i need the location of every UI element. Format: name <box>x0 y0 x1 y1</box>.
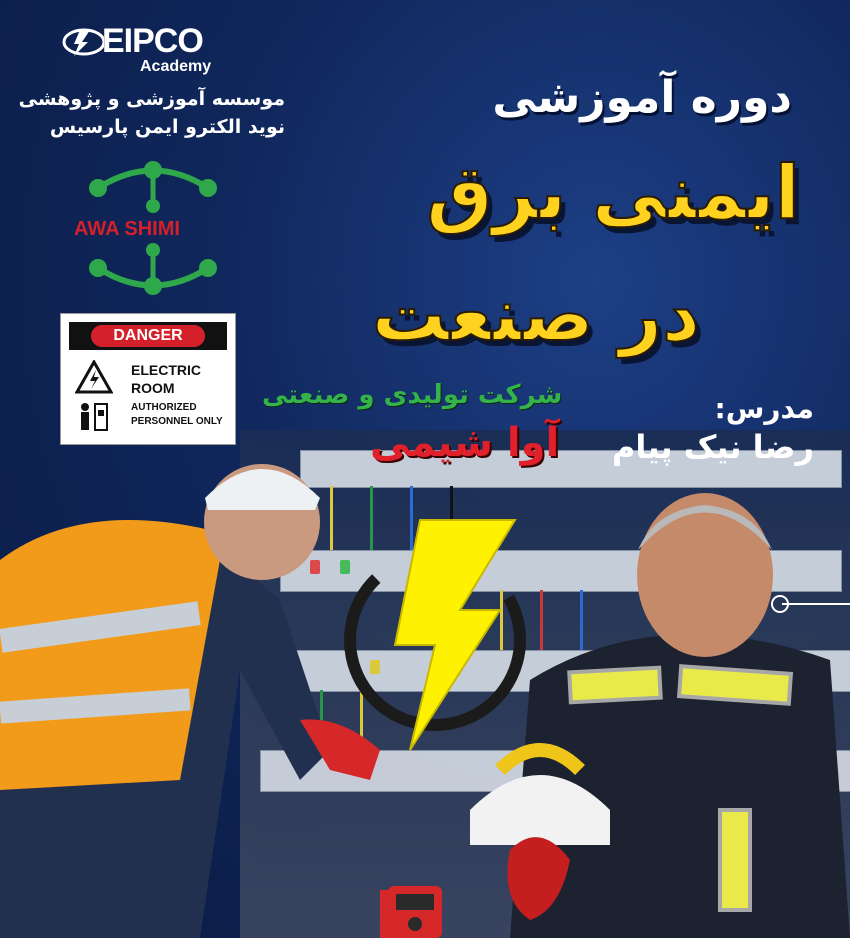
awa-shimi-logo <box>68 158 238 298</box>
title-line-2: در صنعت <box>371 272 700 358</box>
lightning-person-icon <box>62 26 104 58</box>
instructor-name: رضا نیک پیام <box>611 428 814 466</box>
course-heading: دوره آموزشی <box>492 72 792 123</box>
clamp-meter-icon <box>380 880 450 938</box>
company-line-1: شرکت تولیدی و صنعتی <box>262 380 563 410</box>
no-entry-person-icon <box>77 402 111 432</box>
danger-line-2: ROOM <box>131 380 175 396</box>
instructor-label: مدرس: <box>714 392 814 425</box>
partner-logo-text: AWA SHIMI <box>74 218 180 240</box>
danger-sign <box>60 313 236 445</box>
electrician-worker-image <box>0 450 400 938</box>
logo-name: EIPCO <box>102 22 203 60</box>
title-line-1: ایمنی برق <box>426 150 800 236</box>
instructor-photo <box>470 480 850 938</box>
logo-subtitle: Academy <box>140 58 212 75</box>
danger-line-4: PERSONNEL ONLY <box>131 416 223 427</box>
electric-hazard-icon <box>75 360 113 394</box>
danger-label: DANGER <box>91 325 205 347</box>
danger-line-1: ELECTRIC <box>131 362 201 378</box>
institute-line-1: موسسه آموزشی و پژوهشی <box>18 88 285 110</box>
danger-line-3: AUTHORIZED <box>131 402 197 413</box>
danger-header-bar <box>69 322 227 350</box>
company-line-2: آوا شیمی <box>370 420 560 466</box>
eipco-logo <box>62 22 232 78</box>
institute-line-2: نوید الکترو ایمن پارسیس <box>49 116 285 138</box>
